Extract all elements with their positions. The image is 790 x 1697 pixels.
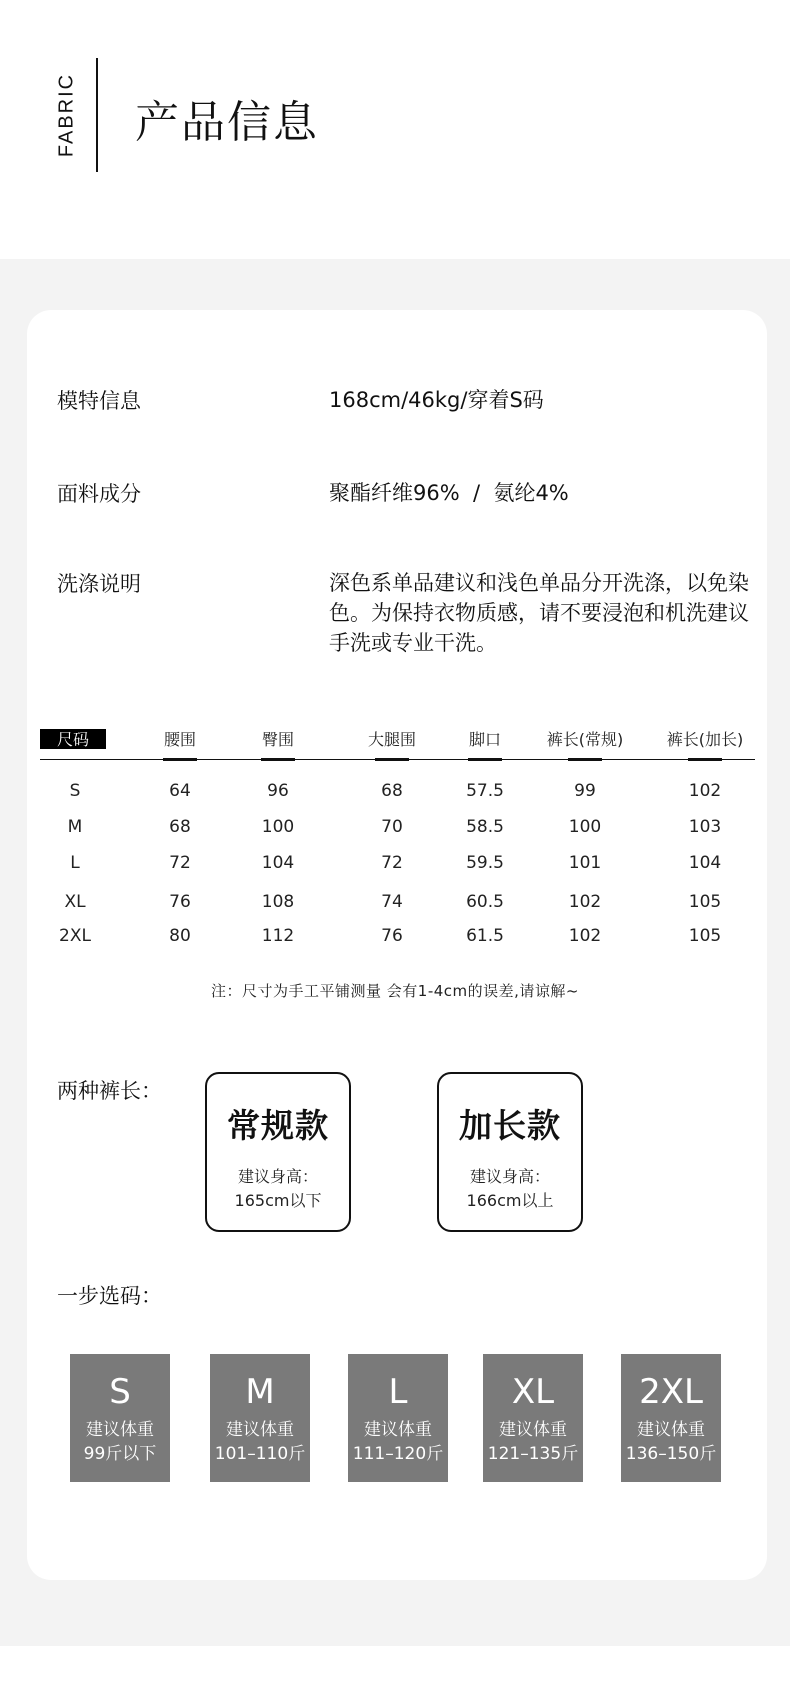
info-label: 模特信息 — [57, 389, 141, 413]
table-cell: 59.5 — [466, 853, 504, 873]
length-option-desc — [207, 1165, 349, 1213]
length-option-line: 建议身高： — [469, 1167, 550, 1186]
size-card-weight: 111–120斤 — [352, 1444, 444, 1464]
table-cell: 96 — [267, 781, 289, 801]
size-card-size: XL — [511, 1372, 555, 1412]
table-header-hem: 脚口 — [468, 730, 501, 749]
info-label: 洗涤说明 — [57, 572, 141, 596]
table-header-thigh: 大腿围 — [367, 730, 416, 749]
page-title: 产品信息 — [135, 97, 319, 148]
info-value: 聚酯纤维96% / 氨纶4% — [329, 481, 569, 505]
size-card-weight: 101–110斤 — [214, 1444, 306, 1464]
size-card-m — [210, 1354, 310, 1482]
fabric-side-label: FABRIC — [55, 72, 78, 158]
size-card-size: M — [245, 1372, 275, 1412]
table-cell: 76 — [169, 892, 191, 912]
header-underline — [261, 758, 295, 761]
table-header-waist: 腰围 — [163, 730, 196, 749]
size-card-2xl — [621, 1354, 721, 1482]
info-value: 深色系单品建议和浅色单品分开洗涤，以免染色。为保持衣物质感，请不要浸泡和机洗建议手洗或专业干洗。 — [329, 571, 749, 655]
table-cell: 100 — [568, 817, 602, 837]
length-option-line: 建议身高： — [237, 1167, 318, 1186]
table-cell: 64 — [169, 781, 191, 801]
table-cell: XL — [64, 892, 86, 912]
info-label: 面料成分 — [57, 482, 141, 506]
table-header-length-regular: 裤长(常规) — [546, 730, 624, 749]
table-cell: 102 — [568, 926, 602, 946]
size-card-weight: 136–150斤 — [625, 1444, 717, 1464]
header-underline — [375, 758, 409, 761]
table-cell: M — [67, 817, 83, 837]
length-option-desc — [439, 1165, 581, 1213]
table-cell: 60.5 — [466, 892, 504, 912]
size-card-label: 建议体重 — [637, 1420, 705, 1440]
length-option-line: 165cm以下 — [234, 1191, 322, 1210]
table-cell: 2XL — [59, 926, 91, 946]
table-cell: 112 — [261, 926, 295, 946]
length-option-long — [437, 1072, 583, 1232]
table-cell: 68 — [381, 781, 403, 801]
table-cell: 57.5 — [466, 781, 504, 801]
table-cell: 61.5 — [466, 926, 504, 946]
table-cell: 100 — [261, 817, 295, 837]
header-underline — [468, 758, 502, 761]
size-card-size: L — [388, 1372, 408, 1412]
table-cell: 105 — [688, 926, 722, 946]
info-value: 168cm/46kg/穿着S码 — [329, 388, 544, 412]
table-cell: 68 — [169, 817, 191, 837]
table-cell: 105 — [688, 892, 722, 912]
table-cell: 101 — [568, 853, 602, 873]
table-cell: 104 — [261, 853, 295, 873]
table-cell: 74 — [381, 892, 403, 912]
table-cell: 72 — [169, 853, 191, 873]
header-divider — [96, 58, 98, 172]
header-underline — [688, 758, 722, 761]
table-header-length-long: 裤长(加长) — [666, 730, 744, 749]
header-underline — [163, 758, 197, 761]
size-card-label: 建议体重 — [499, 1420, 567, 1440]
size-card-size: S — [109, 1372, 131, 1412]
table-cell: 102 — [688, 781, 722, 801]
size-card-weight: 121–135斤 — [487, 1444, 579, 1464]
size-card-label: 建议体重 — [364, 1420, 432, 1440]
table-cell: 72 — [381, 853, 403, 873]
size-pick-label: 一步选码： — [57, 1284, 162, 1308]
size-card-xl — [483, 1354, 583, 1482]
length-option-title: 常规款 — [227, 1106, 329, 1145]
table-cell: L — [70, 853, 80, 873]
table-header-hip: 臀围 — [261, 730, 294, 749]
table-cell: 104 — [688, 853, 722, 873]
table-cell: 76 — [381, 926, 403, 946]
size-card-label: 建议体重 — [86, 1420, 154, 1440]
length-option-regular — [205, 1072, 351, 1232]
table-cell: 108 — [261, 892, 295, 912]
measurement-note: 注：尺寸为手工平铺测量 会有1-4cm的误差,请谅解~ — [211, 982, 579, 1000]
table-cell: 99 — [574, 781, 596, 801]
size-card-weight: 99斤以下 — [83, 1444, 157, 1464]
table-cell: 103 — [688, 817, 722, 837]
size-card-label: 建议体重 — [226, 1420, 294, 1440]
size-card-l — [348, 1354, 448, 1482]
size-card-size: 2XL — [639, 1372, 703, 1412]
header-underline — [568, 758, 602, 761]
table-cell: 70 — [381, 817, 403, 837]
size-card-s — [70, 1354, 170, 1482]
lengths-label: 两种裤长： — [57, 1079, 162, 1103]
page-header — [0, 0, 790, 259]
table-header-size: 尺码 — [40, 729, 106, 749]
table-cell: 80 — [169, 926, 191, 946]
table-cell: 58.5 — [466, 817, 504, 837]
table-cell: S — [69, 781, 81, 801]
length-option-line: 166cm以上 — [466, 1191, 554, 1210]
table-cell: 102 — [568, 892, 602, 912]
length-option-title: 加长款 — [459, 1106, 561, 1145]
